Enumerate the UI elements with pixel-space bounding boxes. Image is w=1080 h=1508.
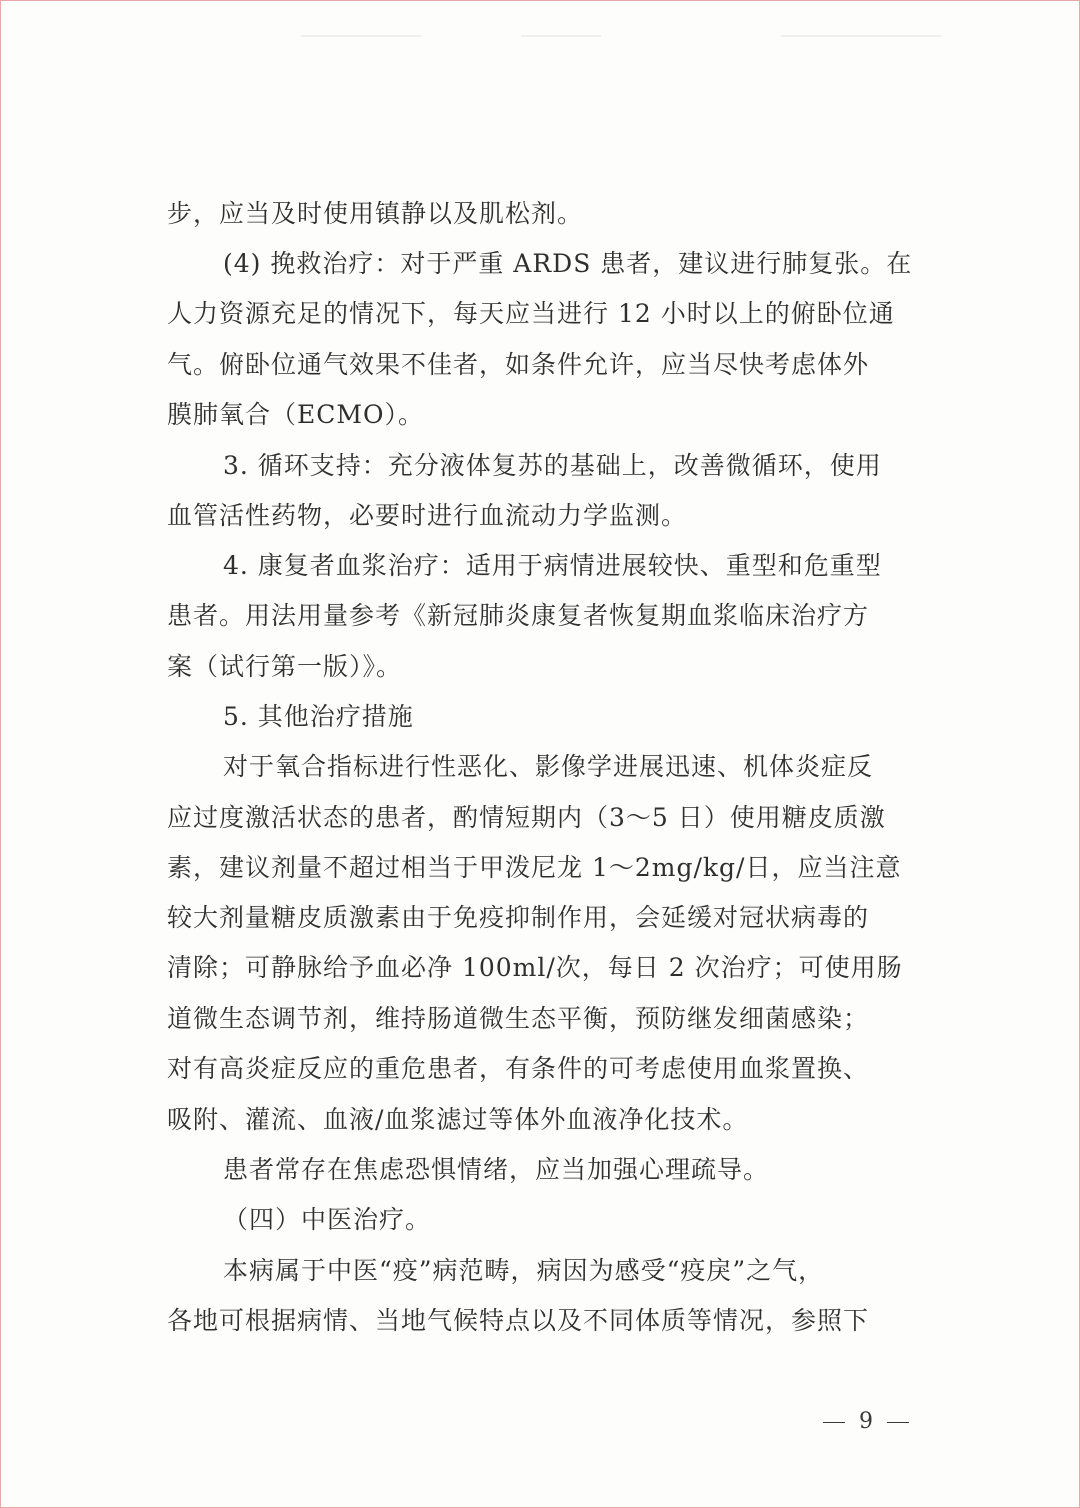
text-line: 素，建议剂量不超过相当于甲泼尼龙 1～2mg/kg/日，应当注意	[167, 853, 902, 882]
text-line: 各地可根据病情、当地气候特点以及不同体质等情况，参照下	[167, 1306, 870, 1335]
text-line: 4. 康复者血浆治疗：适用于病情进展较快、重型和危重型	[223, 551, 882, 580]
scan-artifact	[781, 35, 941, 37]
text-line: 较大剂量糖皮质激素由于免疫抑制作用，会延缓对冠状病毒的	[167, 903, 870, 932]
text-line: (4) 挽救治疗：对于严重 ARDS 患者，建议进行肺复张。在	[223, 249, 913, 278]
text-line: 应过度激活状态的患者，酌情短期内（3～5 日）使用糖皮质激	[167, 803, 886, 832]
text-line: 本病属于中医“疫”病范畴，病因为感受“疫戾”之气，	[223, 1256, 825, 1285]
text-line: 患者常存在焦虑恐惧情绪，应当加强心理疏导。	[223, 1155, 770, 1184]
section-heading: 5. 其他治疗措施	[223, 702, 414, 731]
section-heading: （四）中医治疗。	[223, 1205, 432, 1234]
text-line: 膜肺氧合（ECMO）。	[167, 400, 424, 429]
text-line: 道微生态调节剂，维持肠道微生态平衡，预防继发细菌感染；	[167, 1004, 870, 1033]
text-line: 步，应当及时使用镇静以及肌松剂。	[167, 199, 584, 228]
page-number-dash	[887, 1422, 909, 1423]
page-number-value: 9	[859, 1409, 873, 1434]
scan-artifact	[521, 35, 601, 37]
text-line: 对于氧合指标进行性恶化、影像学进展迅速、机体炎症反	[223, 752, 874, 781]
text-line: 人力资源充足的情况下，每天应当进行 12 小时以上的俯卧位通	[167, 299, 895, 328]
text-line: 患者。用法用量参考《新冠肺炎康复者恢复期血浆临床治疗方	[167, 601, 870, 630]
page-number-dash	[823, 1422, 845, 1423]
text-line: 案（试行第一版）》。	[167, 652, 403, 681]
text-line: 气。俯卧位通气效果不佳者，如条件允许，应当尽快考虑体外	[167, 350, 870, 379]
text-line: 血管活性药物，必要时进行血流动力学监测。	[167, 501, 688, 530]
text-line: 清除；可静脉给予血必净 100ml/次，每日 2 次治疗；可使用肠	[167, 953, 903, 982]
text-line: 吸附、灌流、血液/血浆滤过等体外血液净化技术。	[167, 1105, 749, 1134]
page-number	[823, 1407, 923, 1437]
text-line: 3. 循环支持：充分液体复苏的基础上，改善微循环，使用	[223, 451, 882, 480]
scan-artifact	[301, 35, 421, 37]
text-line: 对有高炎症反应的重危患者，有条件的可考虑使用血浆置换、	[167, 1054, 870, 1083]
